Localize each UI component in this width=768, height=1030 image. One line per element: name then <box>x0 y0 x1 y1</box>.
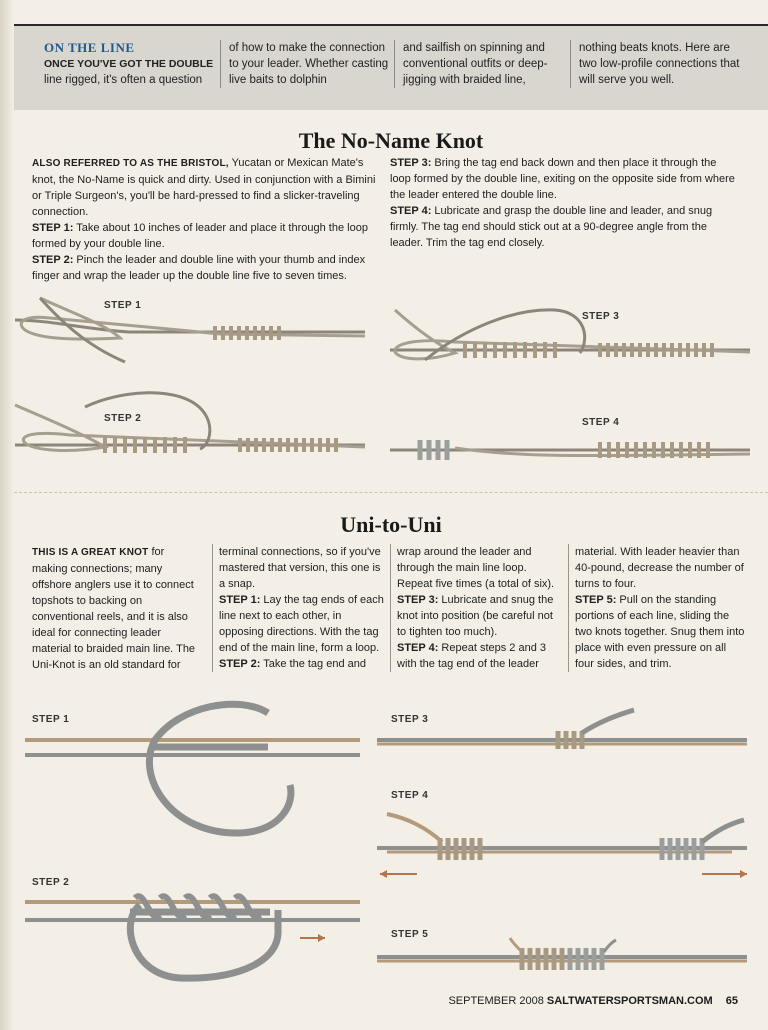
uni-title: Uni-to-Uni <box>340 512 442 537</box>
noname-fig-step1-label: STEP 1 <box>104 300 142 311</box>
noname-fig-step2-label: STEP 2 <box>104 413 142 424</box>
uni-col-3 <box>390 544 565 672</box>
website: SALTWATERSPORTSMAN.COM <box>546 995 713 1007</box>
uni-intro-lead: THIS IS A GREAT KNOT <box>32 547 149 558</box>
noname-col-right <box>390 155 735 251</box>
intro-col-2: of how to make the connection to your leader. Whether casting live baits to dolphin <box>220 40 389 88</box>
intro-col1-text: line rigged, it's often a question <box>44 74 203 86</box>
uni-step5-illustration <box>372 932 752 977</box>
uni-fig-step5-label: STEP 5 <box>391 929 429 940</box>
noname-fig-step3-label: STEP 3 <box>582 311 620 322</box>
noname-step1-illustration <box>10 290 370 370</box>
intro-col-4: nothing beats knots. Here are two low-profile connections that will serve you well. <box>570 40 749 88</box>
noname-step2: STEP 2: Pinch the leader and double line with your thumb and index finger and wrap the leader up the double line five to seven times. <box>32 254 366 282</box>
intro-lead: ONCE YOU'VE GOT THE DOUBLE <box>44 58 214 70</box>
noname-step3: STEP 3: Bring the tag end back down and then place it through the loop formed by the double line, exiting on the opposite side from where the leader entered the double line. <box>390 157 735 201</box>
uni-fig-step1-label: STEP 1 <box>32 714 70 725</box>
noname-step3-illustration <box>385 298 755 378</box>
page-binding-shadow <box>0 0 14 1030</box>
issue-date: SEPTEMBER 2008 <box>448 995 544 1007</box>
noname-step1: STEP 1: Take about 10 inches of leader and place it through the loop formed by your double line. <box>32 222 368 250</box>
noname-col-left <box>32 155 382 284</box>
intro-col-1 <box>44 40 214 88</box>
noname-step4-illustration <box>385 430 755 475</box>
page-number: 65 <box>725 995 738 1007</box>
noname-step2-illustration <box>10 385 370 480</box>
noname-fig-step4-label: STEP 4 <box>582 417 620 428</box>
uni-step5: STEP 5: Pull on the standing portions of each line, sliding the two knots together. Snug them into place with even pressure on all four sides, and trim. <box>575 594 745 670</box>
uni-col-4 <box>568 544 745 672</box>
uni-fig-step4-label: STEP 4 <box>391 790 429 801</box>
uni-col2-intro: terminal connections, so if you've mastered that version, this one is a snap. <box>219 546 381 590</box>
noname-step4: STEP 4: Lubricate and grasp the double line and leader, and snug firmly. The tag end should stick out at a 90-degree angle from the leader. Trim the tag end closely. <box>390 205 713 249</box>
uni-step2: STEP 2: Take the tag end and <box>219 658 366 670</box>
uni-col-1 <box>32 544 200 673</box>
uni-step3-illustration <box>372 705 752 755</box>
uni-step2-illustration <box>20 880 370 990</box>
uni-col-2 <box>212 544 387 672</box>
uni-step1: STEP 1: Lay the tag ends of each line next to each other, in opposing directions. With the tag end of the main line, form a loop. <box>219 594 384 654</box>
uni-step3: STEP 3: Lubricate and snug the knot into position (be careful not to tighten too much). <box>397 594 554 638</box>
intro-band <box>14 24 768 110</box>
noname-title: The No-Name Knot <box>298 128 484 153</box>
section-heading: ON THE LINE <box>44 40 135 55</box>
uni-col3-intro: wrap around the leader and through the main line loop. Repeat five times (a total of six). <box>397 546 555 590</box>
uni-fig-step2-label: STEP 2 <box>32 877 70 888</box>
uni-fig-step3-label: STEP 3 <box>391 714 429 725</box>
uni-step4: STEP 4: Repeat steps 2 and 3 with the tag end of the leader <box>397 642 547 670</box>
uni-col4-intro: material. With leader heavier than 40-pound, decrease the number of turns to four. <box>575 546 744 590</box>
uni-intro-text: for making connections; many offshore anglers use it to connect topshots to backing on conventional reels, and it is also ideal for connecting leader material to braided main line. The Uni-Knot is an old standard for <box>32 546 196 671</box>
intro-col-3: and sailfish on spinning and conventional outfits or deep-jigging with braided line, <box>394 40 563 88</box>
noname-intro: ALSO REFERRED TO AS THE BRISTOL, Yucatan or Mexican Mate's knot, the No-Name is quick and dirty. Used in conjunction with a Bimini or Triple Surgeon's, you'll be hard-pressed to find a slicker-traveling connection. <box>32 157 376 218</box>
uni-step4-illustration <box>372 808 757 883</box>
page-footer <box>448 995 738 1007</box>
uni-step1-illustration <box>20 695 370 845</box>
section-divider <box>14 492 768 493</box>
